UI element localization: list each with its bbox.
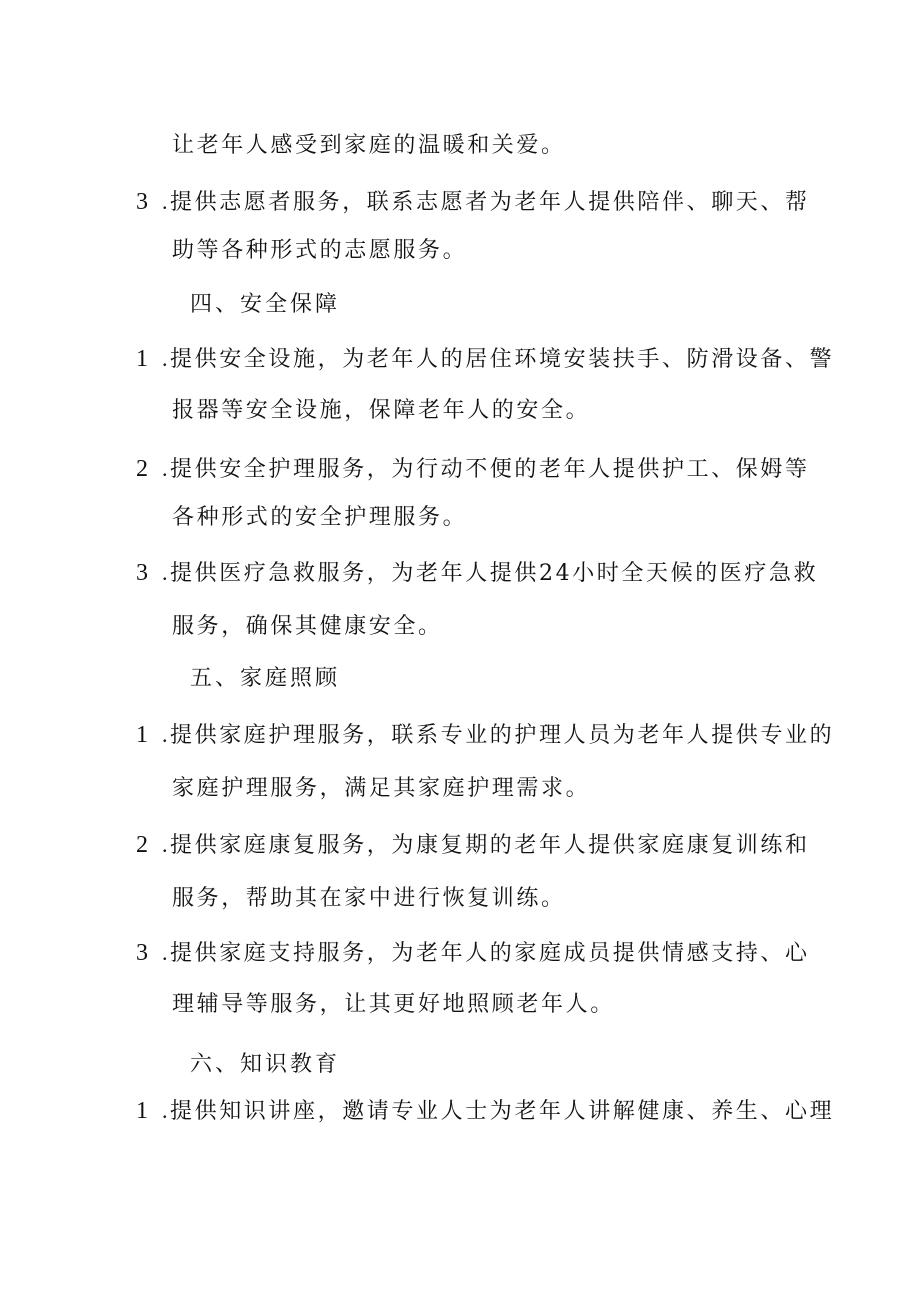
section-heading: 五、家庭照顾 [190, 666, 341, 691]
item-number: 3 [136, 189, 148, 215]
section-heading: 四、安全保障 [190, 292, 341, 317]
item-text: 提供安全护理服务，为行动不便的老年人提供护工、保姆等 [170, 457, 810, 482]
item-number: 2 [136, 832, 148, 858]
list-item-line [136, 344, 834, 375]
item-text: 提供医疗急救服务，为老年人提供24小时全天候的医疗急救 [170, 561, 819, 586]
section-heading: 六、知识教育 [190, 1052, 341, 1077]
item-text: 提供家庭康复服务，为康复期的老年人提供家庭康复训练和 [170, 833, 810, 858]
item-number: 3 [136, 560, 148, 586]
item-dot: . [162, 346, 168, 371]
list-item-line [136, 454, 810, 485]
item-number: 1 [136, 722, 148, 748]
continuation-line: 让老年人感受到家庭的温暖和关爱。 [172, 133, 566, 158]
list-item-continuation: 服务，确保其健康安全。 [172, 614, 443, 639]
item-text: 提供家庭支持服务，为老年人的家庭成员提供情感支持、心 [170, 941, 810, 966]
item-text: 提供安全设施，为老年人的居住环境安装扶手、防滑设备、警 [170, 347, 835, 372]
list-item-line [136, 187, 810, 218]
list-item-continuation: 报器等安全设施，保障老年人的安全。 [172, 398, 591, 423]
item-dot: . [162, 560, 168, 585]
list-item-line [136, 558, 818, 589]
list-item-continuation: 各种形式的安全护理服务。 [172, 505, 468, 530]
item-text: 提供志愿者服务，联系志愿者为老年人提供陪伴、聊天、帮 [170, 190, 810, 215]
list-item-continuation: 家庭护理服务，满足其家庭护理需求。 [172, 776, 591, 801]
item-dot: . [162, 832, 168, 857]
list-item-line [136, 938, 810, 969]
list-item-line [136, 1096, 834, 1127]
list-item-continuation: 理辅导等服务，让其更好地照顾老年人。 [172, 992, 615, 1017]
list-item-continuation: 服务，帮助其在家中进行恢复训练。 [172, 886, 566, 911]
item-number: 1 [136, 1098, 148, 1124]
item-dot: . [162, 722, 168, 747]
list-item-continuation: 助等各种形式的志愿服务。 [172, 238, 468, 263]
item-number: 2 [136, 456, 148, 482]
item-text: 提供知识讲座，邀请专业人士为老年人讲解健康、养生、心理 [170, 1099, 835, 1124]
item-dot: . [162, 940, 168, 965]
item-text: 提供家庭护理服务，联系专业的护理人员为老年人提供专业的 [170, 723, 835, 748]
item-dot: . [162, 1098, 168, 1123]
item-number: 3 [136, 940, 148, 966]
list-item-line [136, 830, 810, 861]
item-dot: . [162, 456, 168, 481]
item-dot: . [162, 189, 168, 214]
list-item-line [136, 720, 834, 751]
item-number: 1 [136, 346, 148, 372]
